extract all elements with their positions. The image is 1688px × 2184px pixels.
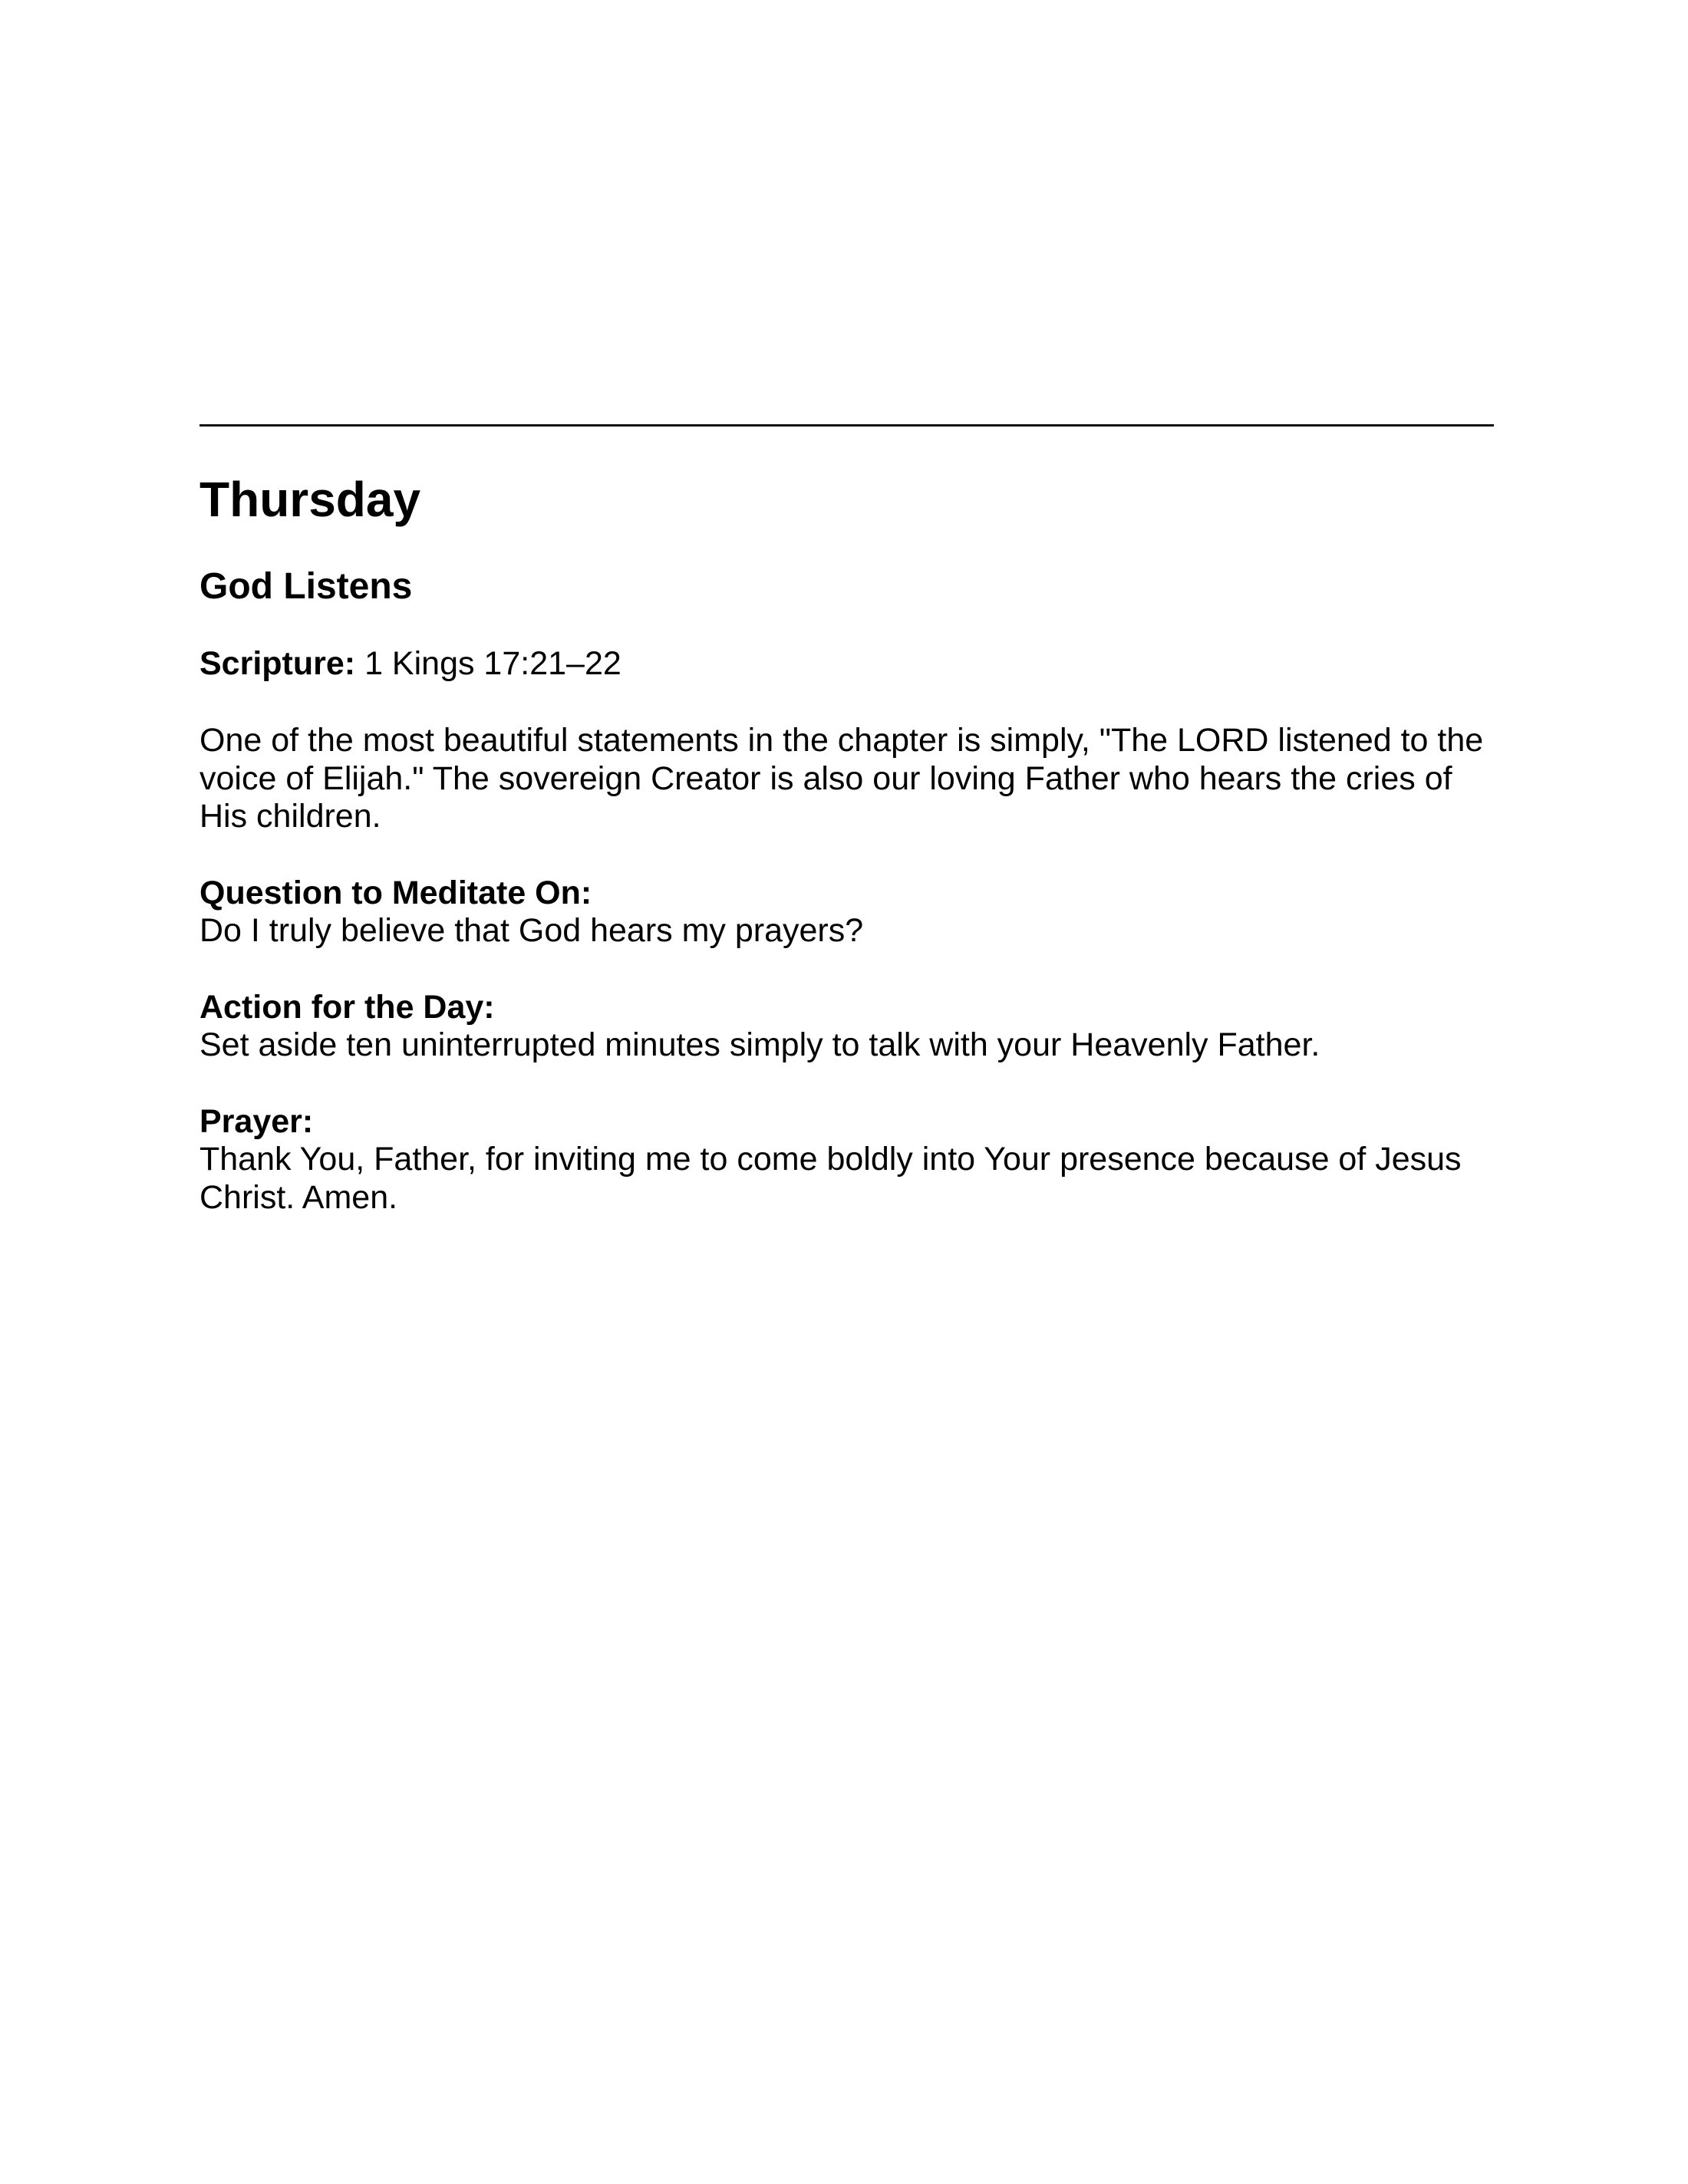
horizontal-divider [199,424,1494,427]
action-text: Set aside ten uninterrupted minutes simply to talk with your Heavenly Father. [199,1026,1320,1063]
action-heading: Action for the Day: [199,988,495,1026]
prayer-heading: Prayer: [199,1102,314,1140]
scripture-line [199,644,1494,684]
reflection-paragraph: One of the most beautiful statements in the chapter is simply, "The LORD listened to the voice of Elijah." The sovereign Creator is also our loving Father who hears the cries of His children. [199,722,1484,835]
prayer-section [199,1103,1494,1217]
scripture-reference: 1 Kings 17:21–22 [364,645,621,682]
question-heading: Question to Meditate On: [199,874,592,911]
action-section [199,989,1494,1065]
prayer-text: Thank You, Father, for inviting me to come boldly into Your presence because of Jesus Christ. Amen. [199,1141,1462,1216]
question-section [199,875,1494,950]
question-text: Do I truly believe that God hears my prayers? [199,912,864,949]
day-title: Thursday [199,472,421,527]
devotional-title: God Listens [199,566,413,607]
devotional-content [199,468,1494,1217]
scripture-label: Scripture: [199,645,356,682]
